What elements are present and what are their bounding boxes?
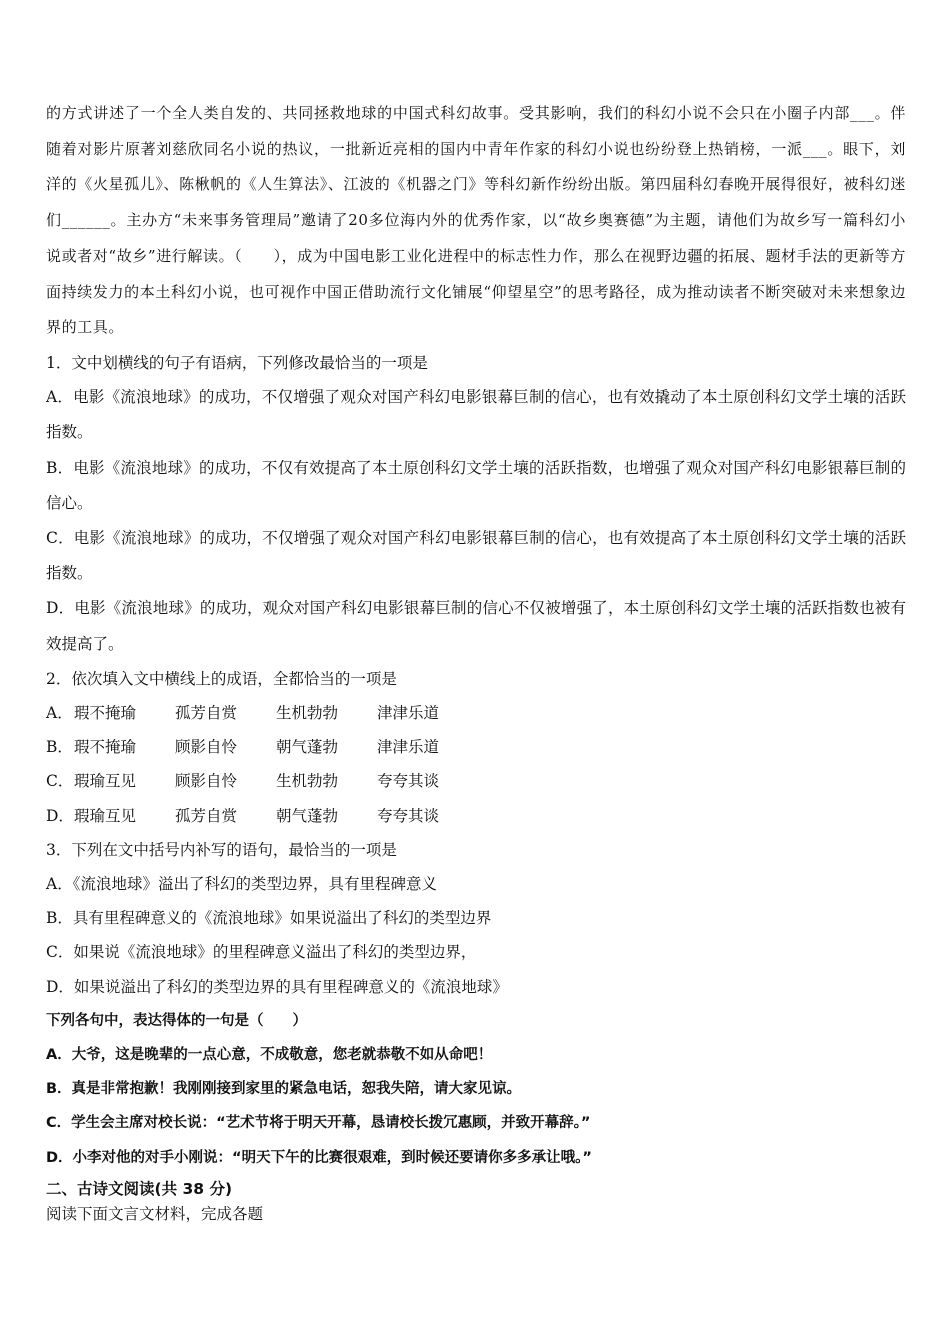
idiom: 瑕瑜互见 bbox=[74, 806, 137, 825]
q2-option-d bbox=[46, 799, 906, 833]
section-instruction: 阅读下面文言文材料，完成各题 bbox=[46, 1204, 264, 1223]
option-label: B． bbox=[46, 738, 73, 757]
q3-option-d: D．如果说溢出了科幻的类型边界的具有里程碑意义的《流浪地球》 bbox=[46, 977, 508, 996]
q3-stem: 3．下列在文中括号内补写的语句，最恰当的一项是 bbox=[46, 840, 397, 859]
idiom: 夸夸其谈 bbox=[377, 772, 440, 791]
idiom: 顾影自怜 bbox=[175, 738, 238, 757]
idiom: 孤芳自赏 bbox=[175, 806, 238, 825]
q4-option-a: A．大爷，这是晚辈的一点心意，不成敬意，您老就恭敬不如从命吧！ bbox=[46, 1046, 493, 1063]
option-label: D． bbox=[46, 806, 74, 825]
q3-option-c: C．如果说《流浪地球》的里程碑意义溢出了科幻的类型边界， bbox=[46, 943, 477, 962]
idiom: 孤芳自赏 bbox=[175, 703, 238, 722]
q4-stem: 下列各句中，表达得体的一句是（ ） bbox=[46, 1012, 307, 1029]
idiom: 瑕瑜互见 bbox=[74, 772, 137, 791]
q2-stem: 2．依次填入文中横线上的成语，全都恰当的一项是 bbox=[46, 669, 397, 688]
idiom: 顾影自怜 bbox=[175, 772, 238, 791]
q1-option-d: D．电影《流浪地球》的成功，观众对国产科幻电影银幕巨制的信心不仅被增强了，本土原创科幻文学土壤的活跃指数也被有效提高了。 bbox=[46, 599, 906, 653]
idiom: 津津乐道 bbox=[377, 738, 440, 757]
idiom: 朝气蓬勃 bbox=[276, 806, 339, 825]
section-title: 二、古诗文阅读(共 38 分) bbox=[46, 1179, 233, 1198]
q4-option-d: D．小李对他的对手小刚说：“明天下午的比赛很艰难，到时候还要请你多多承让哦。” bbox=[46, 1149, 592, 1166]
q1-option-a: A．电影《流浪地球》的成功，不仅增强了观众对国产科幻电影银幕巨制的信心，也有效撬动了本土原创科幻文学土壤的活跃指数。 bbox=[46, 388, 906, 442]
idiom: 夸夸其谈 bbox=[377, 806, 440, 825]
idiom: 津津乐道 bbox=[377, 703, 440, 722]
idiom: 生机勃勃 bbox=[276, 772, 339, 791]
q2-option-b bbox=[46, 730, 906, 764]
q2-option-c bbox=[46, 764, 906, 798]
idiom: 瑕不掩瑜 bbox=[74, 703, 137, 722]
q4-option-c: C．学生会主席对校长说：“艺术节将于明天开幕，恳请校长拨冗惠顾，并致开幕辞。” bbox=[46, 1115, 591, 1132]
option-label: C． bbox=[46, 772, 74, 791]
idiom: 朝气蓬勃 bbox=[276, 738, 339, 757]
document-page bbox=[46, 96, 906, 1227]
option-label: A． bbox=[46, 703, 73, 722]
idiom: 生机勃勃 bbox=[276, 703, 339, 722]
q1-stem: 1．文中划横线的句子有语病，下列修改最恰当的一项是 bbox=[46, 353, 428, 372]
q1-option-c: C．电影《流浪地球》的成功，不仅增强了观众对国产科幻电影银幕巨制的信心，也有效提高了本土原创科幻文学土壤的活跃指数。 bbox=[46, 528, 906, 583]
q2-option-a bbox=[46, 696, 906, 730]
q3-option-a: A．《流浪地球》溢出了科幻的类型边界，具有里程碑意义 bbox=[46, 874, 437, 893]
q1-option-b: B．电影《流浪地球》的成功，不仅有效提高了本土原创科幻文学土壤的活跃指数，也增强了观众对国产科幻电影银幕巨制的信心。 bbox=[46, 458, 906, 512]
q4-option-b: B．真是非常抱歉！我刚刚接到家里的紧急电话，恕我失陪，请大家见谅。 bbox=[46, 1081, 522, 1098]
q3-option-b: B．具有里程碑意义的《流浪地球》如果说溢出了科幻的类型边界 bbox=[46, 909, 492, 928]
idiom: 瑕不掩瑜 bbox=[74, 738, 137, 757]
intro-paragraph: 的方式讲述了一个全人类自发的、共同拯救地球的中国式科幻故事。受其影响，我们的科幻小说不会只在小圈子内部___。伴随着对影片原著刘慈欣同名小说的热议，一批新近亮相的国内中青年作家的科幻小说也纷纷登上热销榜，一派___。眼下，刘洋的《火星孤儿》、陈楸帆的《人生算法》、江波的《机器之门》等科幻新作纷纷出版。第四届科幻春晚开展得很好，被科幻迷们______。主办方“未来事务管理局”邀请了20多位海内外的优秀作家，以“故乡奥赛德”为主题，请他们为故乡写一篇科幻小说或者对“故乡”进行解读。（ ），成为中国电影工业化进程中的标志性力作，那么在视野边疆的拓展、题材手法的更新等方面持续发力的本土科幻小说，也可视作中国正借助流行文化铺展“仰望星空”的思考路径，成为推动读者不断突破对未来想象边界的工具。 bbox=[46, 104, 906, 337]
